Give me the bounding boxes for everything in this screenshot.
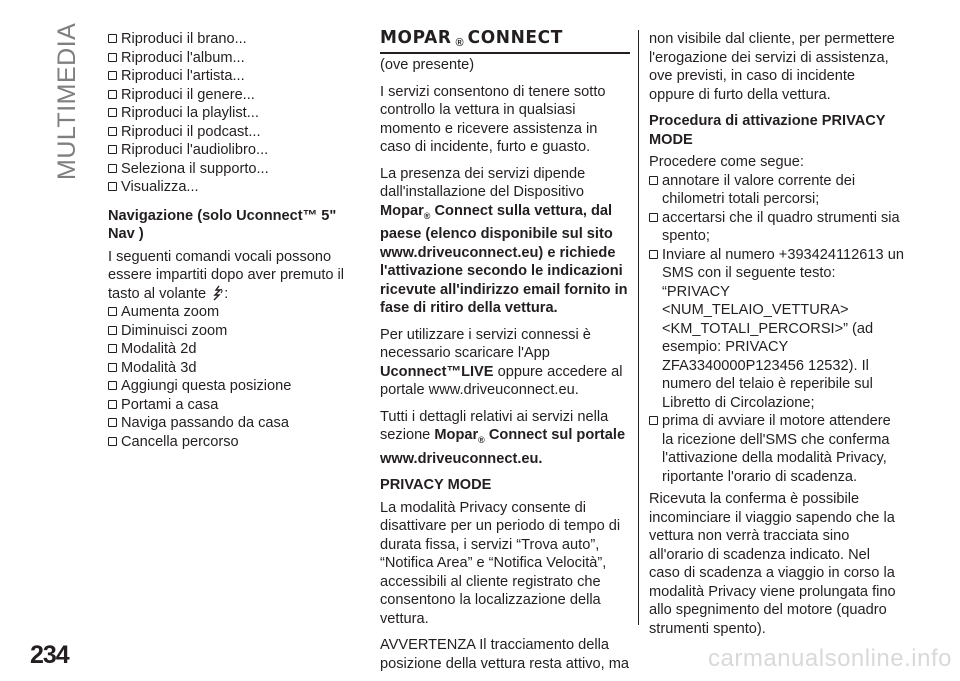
procedure-intro: Procedere come segue:: [649, 154, 804, 170]
checkbox-bullet-icon: [108, 307, 117, 316]
portal-details-note: Tutti i dettagli relativi ai servizi nella sezione Mopar$_®$ Connect sul portale www.driveuconnect.eu.: [380, 408, 626, 467]
list-item: Visualizza...: [108, 178, 346, 197]
list-item: prima di avviare il motore attendere la ricezione dell'SMS che conferma l'attivazione della modalità Privacy, riportante l'orario di scadenza.: [649, 412, 904, 486]
column-middle: [380, 56, 630, 681]
checkbox-bullet-icon: [108, 90, 117, 99]
privacy-mode-heading: PRIVACY MODE: [380, 477, 492, 493]
checkbox-bullet-icon: [108, 344, 117, 353]
navigation-command-list: [108, 303, 346, 451]
continuation-text: non visibile dal cliente, per permettere l'erogazione dei servizi di assistenza, ove previsti, in caso di incidente oppure di furto della vettura.: [649, 31, 895, 103]
list-item: Riproduci l'audiolibro...: [108, 141, 346, 160]
list-item: Aumenta zoom: [108, 303, 346, 322]
list-item: Naviga passando da casa: [108, 414, 346, 433]
checkbox-bullet-icon: [108, 326, 117, 335]
activation-procedure-heading: Procedura di attivazione PRIVACY MODE: [649, 113, 886, 148]
media-command-list: [108, 30, 346, 197]
list-item: Modalità 2d: [108, 340, 346, 359]
list-item: Cancella percorso: [108, 433, 346, 452]
page-number: 234: [30, 641, 69, 669]
list-item: Riproduci la playlist...: [108, 104, 346, 123]
checkbox-bullet-icon: [108, 418, 117, 427]
checkbox-bullet-icon: [108, 363, 117, 372]
checkbox-bullet-icon: [108, 437, 117, 446]
list-item: Riproduci il genere...: [108, 86, 346, 105]
checkbox-bullet-icon: [649, 213, 658, 222]
checkbox-bullet-icon: [108, 34, 117, 43]
list-item: Diminuisci zoom: [108, 322, 346, 341]
mopar-connect-logo: MOPAR ® CONNECT: [380, 28, 630, 54]
checkbox-bullet-icon: [108, 127, 117, 136]
procedure-steps: [649, 172, 904, 487]
checkbox-bullet-icon: [108, 400, 117, 409]
column-left: [108, 30, 346, 451]
privacy-mode-description: La modalità Privacy consente di disattivare per un periodo di tempo di durata fissa, i servizi “Trova auto”, “Notifica Area” e “Notifica Velocità”, accessibili al cliente registrato che consentono la localizzazione della vettura.: [380, 499, 621, 627]
list-item: Inviare al numero +393424112613 un SMS con il seguente testo: “PRIVACY <NUM_TELAIO_VETTURA> <KM_TOTALI_PERCORSI>” (ad esempio: PRIVACY ZFA3340000P123456 12532). Il numero del telaio è reperibile sul Libretto di Circolazione;: [649, 246, 904, 413]
list-item: Aggiungi questa posizione: [108, 377, 346, 396]
section-label: MULTIMEDIA: [53, 22, 81, 180]
confirmation-text: Ricevuta la conferma è possibile incominciare il viaggio sapendo che la vettura non verrà tracciata sino all'orario di scadenza indicato. Nel caso di scadenza a viaggio in corso la modalità Privacy viene prolungata fino allo spegnimento del motore (quadro strumenti spento).: [649, 491, 896, 637]
checkbox-bullet-icon: [108, 164, 117, 173]
list-item: Riproduci l'album...: [108, 49, 346, 68]
voice-command-icon: [211, 285, 223, 301]
column-divider: [638, 30, 639, 625]
checkbox-bullet-icon: [649, 416, 658, 425]
navigation-intro: I seguenti comandi vocali possono essere impartiti dopo aver premuto il tasto al volante :: [108, 248, 345, 302]
checkbox-bullet-icon: [108, 53, 117, 62]
checkbox-bullet-icon: [108, 71, 117, 80]
list-item: Riproduci il brano...: [108, 30, 346, 49]
app-download-note: Per utilizzare i servizi connessi è necessario scaricare l'App Uconnect™LIVE oppure accedere al portale www.driveuconnect.eu.: [380, 326, 623, 398]
list-item: Riproduci l'artista...: [108, 67, 346, 86]
watermark: carmanualsonline.info: [708, 645, 952, 672]
checkbox-bullet-icon: [108, 381, 117, 390]
device-requirement: La presenza dei servizi dipende dall'installazione del Dispositivo Mopar$_®$ Connect sulla vettura, dal paese (elenco disponibile sul sito www.driveuconnect.eu) e richiede l'attivazione secondo le indicazioni ricevute all'indirizzo email fornito in fase di ritiro della vettura.: [380, 165, 628, 316]
list-item: Riproduci il podcast...: [108, 123, 346, 142]
column-right: [649, 30, 904, 646]
checkbox-bullet-icon: [649, 176, 658, 185]
services-intro: I servizi consentono di tenere sotto controllo la vettura in qualsiasi momento e ricevere assistenza in caso di incidente, furto e guasto.: [380, 83, 606, 155]
availability-note: (ove presente): [380, 57, 475, 73]
list-item: accertarsi che il quadro strumenti sia spento;: [649, 209, 904, 246]
checkbox-bullet-icon: [108, 108, 117, 117]
warning-text: AVVERTENZA Il tracciamento della posizione della vettura resta attivo, ma: [380, 637, 630, 672]
checkbox-bullet-icon: [649, 250, 658, 259]
list-item: Modalità 3d: [108, 359, 346, 378]
list-item: annotare il valore corrente dei chilometri totali percorsi;: [649, 172, 904, 209]
list-item: Seleziona il supporto...: [108, 160, 346, 179]
checkbox-bullet-icon: [108, 182, 117, 191]
navigation-heading: Navigazione (solo Uconnect™ 5" Nav ): [108, 207, 337, 242]
list-item: Portami a casa: [108, 396, 346, 415]
checkbox-bullet-icon: [108, 145, 117, 154]
